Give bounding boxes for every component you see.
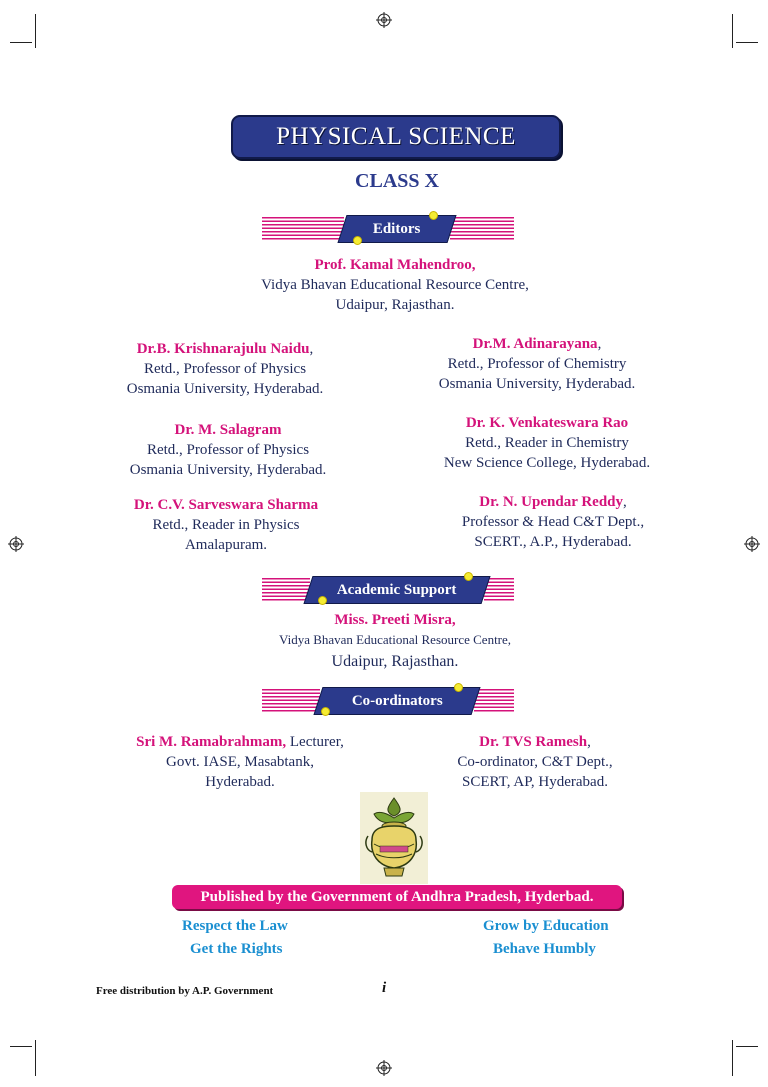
editor-line1: Retd., Professor of Physics — [146, 442, 310, 458]
coordinator-line2: Hyderabad. — [205, 774, 275, 790]
coordinators-header: Co-ordinators — [313, 687, 480, 715]
motto-get-rights: Get the Rights — [190, 941, 283, 957]
page-title — [231, 115, 561, 159]
crop-mark-tl-h — [10, 42, 32, 43]
crop-mark-bl-v — [35, 1040, 36, 1076]
crop-mark-br-v — [732, 1040, 733, 1076]
editor-name: Dr. M. Salagram — [174, 422, 282, 438]
editor-right-3 — [428, 492, 678, 552]
editor-right-1 — [412, 334, 662, 394]
editor-left-3 — [101, 495, 351, 555]
editor-name: Dr. C.V. Sarveswara Sharma — [133, 497, 319, 513]
support-line1: Vidya Bhavan Educational Resource Centre, — [278, 632, 512, 647]
coord-dot-icon — [321, 707, 330, 716]
support-dot-icon — [318, 596, 327, 605]
lead-editor-line2: Udaipur, Rajasthan. — [335, 297, 455, 313]
lead-editor-punct: , — [471, 257, 476, 273]
coordinator-role: Lecturer, — [286, 734, 344, 750]
editor-line2: Osmania University, Hyderabad. — [126, 381, 324, 397]
coordinator-line2: SCERT, AP, Hyderabad. — [462, 774, 608, 790]
coord-stripes-right — [474, 689, 514, 713]
registration-mark-icon — [8, 536, 24, 552]
editor-line2: SCERT., A.P., Hyderabad. — [474, 534, 632, 550]
registration-mark-icon — [376, 12, 392, 28]
registration-mark-icon — [376, 1060, 392, 1076]
motto-grow-education: Grow by Education — [483, 918, 609, 934]
crop-mark-br-h — [736, 1046, 758, 1047]
registration-mark-icon — [744, 536, 760, 552]
distribution-note: Free distribution by A.P. Government — [96, 985, 274, 997]
editors-stripes-right — [450, 217, 514, 241]
lead-editor — [190, 255, 600, 315]
coordinator-name: Dr. TVS Ramesh — [479, 734, 588, 750]
editor-punct: , — [597, 336, 602, 352]
editor-line2: Osmania University, Hyderabad. — [438, 376, 636, 392]
crop-mark-tl-v — [35, 14, 36, 48]
coord-dot-icon — [454, 683, 463, 692]
editor-line1: Retd., Professor of Physics — [143, 361, 307, 377]
coordinator-punct: , — [587, 734, 591, 750]
lead-editor-name: Prof. Kamal Mahendroo — [314, 257, 472, 273]
motto-behave-humbly: Behave Humbly — [493, 941, 596, 957]
editor-line1: Retd., Reader in Chemistry — [465, 435, 629, 451]
editor-line2: New Science College, Hyderabad. — [443, 455, 651, 471]
editor-line1: Retd., Professor of Chemistry — [447, 356, 627, 372]
page-title-text: PHYSICAL SCIENCE — [276, 123, 516, 150]
class-label: CLASS X — [355, 170, 439, 192]
motto-respect-law: Respect the Law — [182, 918, 288, 934]
editor-line2: Osmania University, Hyderabad. — [129, 462, 327, 478]
academic-support — [190, 610, 600, 674]
crop-mark-bl-h — [10, 1046, 32, 1047]
publisher-banner: Published by the Government of Andhra Pradesh, Hyderbad. — [172, 885, 622, 909]
coordinator-left — [110, 732, 370, 792]
page-number: i — [382, 980, 387, 996]
editor-punct: , — [623, 494, 627, 510]
support-stripes-left — [262, 578, 310, 602]
coordinator-line1: Co-ordinator, C&T Dept., — [457, 754, 613, 770]
editors-header: Editors — [337, 215, 456, 243]
editor-right-2 — [412, 413, 682, 473]
editor-punct: , — [309, 341, 314, 357]
support-punct: , — [451, 612, 456, 628]
editor-left-2 — [103, 420, 353, 480]
support-line2: Udaipur, Rajasthan. — [331, 653, 459, 670]
editor-name: Dr. N. Upendar Reddy — [479, 494, 624, 510]
editors-dot-icon — [429, 211, 438, 220]
government-emblem-icon — [360, 792, 428, 884]
editor-left-1 — [100, 339, 350, 399]
support-name: Miss. Preeti Misra — [334, 612, 452, 628]
crop-mark-tr-h — [736, 42, 758, 43]
editors-stripes-left — [262, 217, 344, 241]
coordinator-name: Sri M. Ramabrahmam, — [136, 734, 287, 750]
editor-line1: Retd., Reader in Physics — [152, 517, 300, 533]
editor-line2: Amalapuram. — [184, 537, 268, 553]
lead-editor-line1: Vidya Bhavan Educational Resource Centre, — [261, 277, 529, 293]
coordinator-line1: Govt. IASE, Masabtank, — [166, 754, 314, 770]
editor-name: Dr.B. Krishnarajulu Naidu — [136, 341, 310, 357]
coordinator-right — [410, 732, 660, 792]
editor-line1: Professor & Head C&T Dept., — [461, 514, 645, 530]
coord-stripes-left — [262, 689, 320, 713]
academic-support-header: Academic Support — [303, 576, 490, 604]
editors-dot-icon — [353, 236, 362, 245]
crop-mark-tr-v — [732, 14, 733, 48]
editor-name: Dr.M. Adinarayana — [472, 336, 598, 352]
support-dot-icon — [464, 572, 473, 581]
editor-name: Dr. K. Venkateswara Rao — [465, 415, 629, 431]
